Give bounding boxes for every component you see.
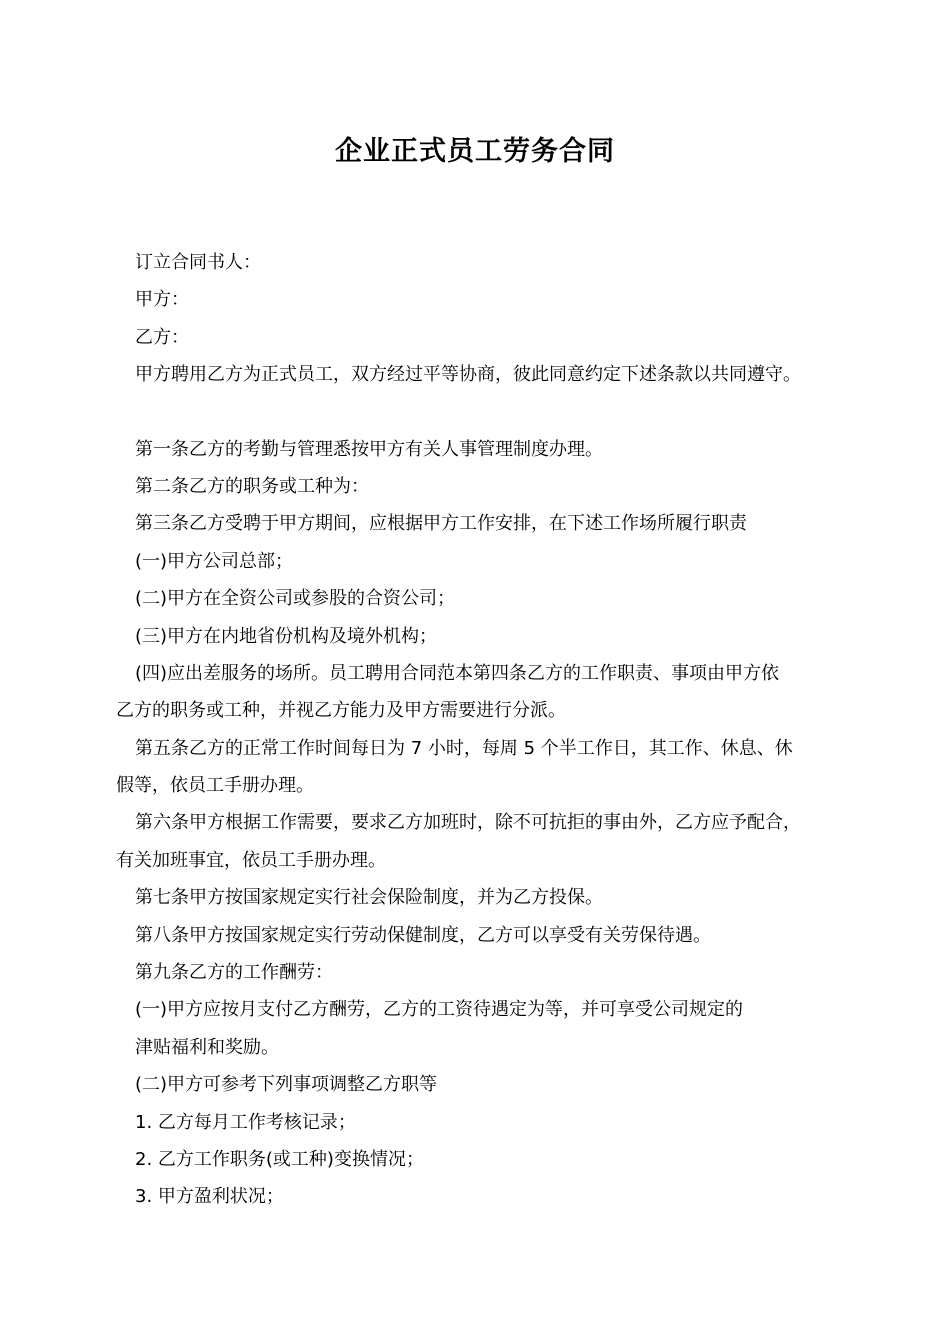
document-title: 企业正式员工劳务合同	[335, 136, 615, 167]
article-3: 第三条乙方受聘于甲方期间，应根据甲方工作安排，在下述工作场所履行职责	[135, 513, 747, 535]
article-6-continuation: 有关加班事宜，依员工手册办理。	[116, 849, 386, 871]
adjustment-factor-1: 1. 乙方每月工作考核记录；	[135, 1111, 356, 1133]
article-1: 第一条乙方的考勤与管理悉按甲方有关人事管理制度办理。	[135, 438, 603, 460]
party-b-line: 乙方：	[135, 326, 189, 348]
article-3-item-2: (二)甲方在全资公司或参股的合资公司；	[135, 588, 456, 610]
adjustment-factor-2: 2. 乙方工作职务(或工种)变换情况；	[135, 1148, 424, 1170]
article-7: 第七条甲方按国家规定实行社会保险制度，并为乙方投保。	[135, 887, 603, 909]
article-9-item-2: (二)甲方可参考下列事项调整乙方职等	[135, 1074, 438, 1096]
contract-parties-heading: 订立合同书人：	[135, 252, 261, 273]
article-5: 第五条乙方的正常工作时间每日为 7 小时，每周 5 个半工作日，其工作、休息、休	[135, 737, 793, 759]
article-5-continuation: 假等，依员工手册办理。	[116, 775, 314, 797]
adjustment-factor-3: 3. 甲方盈利状况；	[135, 1186, 284, 1208]
paragraph-gap	[116, 394, 856, 431]
document-body	[116, 244, 856, 1216]
article-9-item-1-continuation: 津贴福利和奖励。	[135, 1036, 279, 1058]
article-3-item-3: (三)甲方在内地省份机构及境外机构；	[135, 625, 438, 647]
article-9-item-1: (一)甲方应按月支付乙方酬劳，乙方的工资待遇定为等，并可享受公司规定的	[135, 999, 744, 1021]
article-3-item-1: (一)甲方公司总部；	[135, 550, 294, 572]
article-3-item-4: (四)应出差服务的场所。员工聘用合同范本第四条乙方的工作职责、事项由甲方依	[135, 662, 780, 684]
article-8: 第八条甲方按国家规定实行劳动保健制度，乙方可以享受有关劳保待遇。	[135, 924, 711, 946]
article-6: 第六条甲方根据工作需要，要求乙方加班时，除不可抗拒的事由外，乙方应予配合，	[135, 812, 801, 834]
article-4-continuation: 乙方的职务或工种，并视乙方能力及甲方需要进行分派。	[116, 700, 566, 722]
preamble: 甲方聘用乙方为正式员工，双方经过平等协商，彼此同意约定下述条款以共同遵守。	[135, 364, 801, 386]
article-2: 第二条乙方的职务或工种为：	[135, 475, 369, 497]
article-9: 第九条乙方的工作酬劳：	[135, 962, 333, 984]
party-a-line: 甲方：	[135, 289, 189, 311]
